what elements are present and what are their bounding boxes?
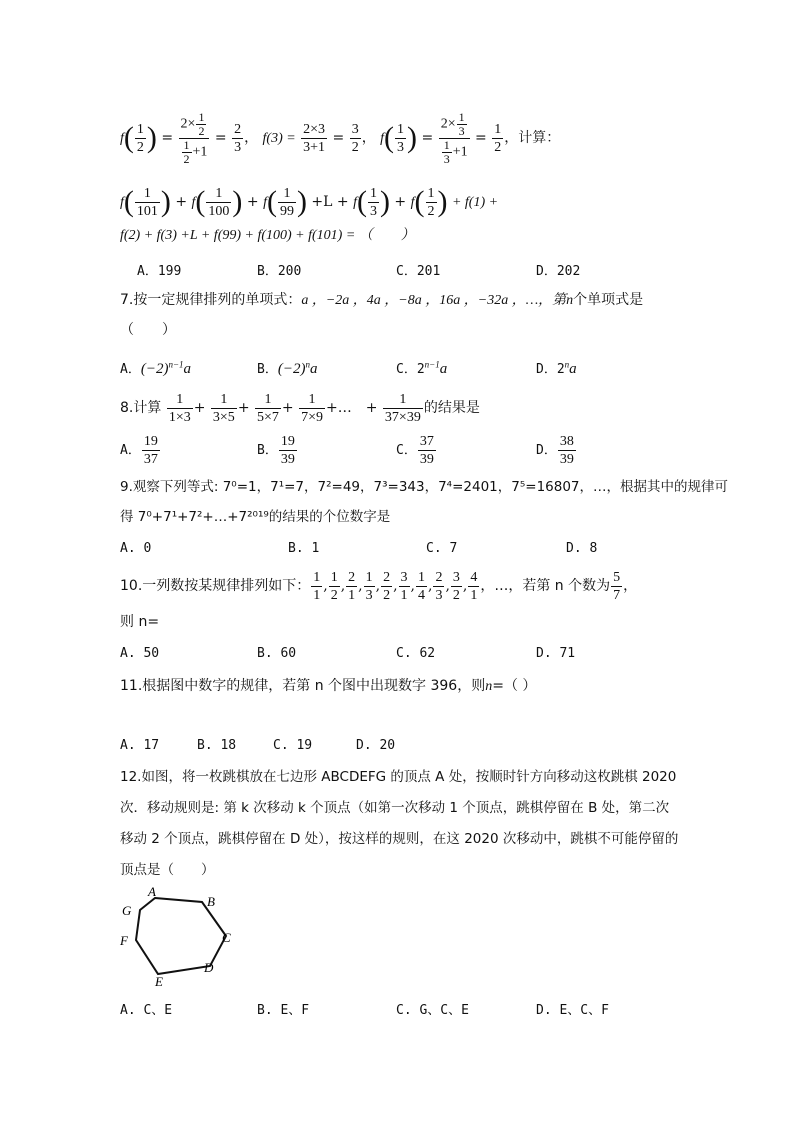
p12-option-b: B. E、F (257, 1003, 310, 1018)
p9-line2: 得 7⁰+7¹+7²+…+7²⁰¹⁹的结果的个位数字是 (120, 509, 391, 525)
p12-option-d: D. E、C、F (536, 1003, 609, 1018)
p8-option-d: D． $\frac{38}{39}$ (536, 433, 574, 467)
p10-stem: 10.一列数按某规律排列如下： $\frac{1}{1}$ , $\frac{1}{2}$ , $\frac{2}{1}$ , $\frac{1}{3}$ , $\frac{2}{2}$ , $\frac{3}{1}$ , $\frac{1}{4}$ , $\frac{2}{3}$ , $\frac{3}{2}$ , $\frac{4}{1}$ ，…，若第 n 个数为 $\frac{5}{7}$ ， (120, 569, 638, 603)
p10-line2: 则 n= (120, 614, 160, 630)
vertex-label-g: G (122, 903, 132, 918)
p9-line1: 9.观察下列等式: 7⁰=1，7¹=7，7²=49，7³=343，7⁴=2401，7⁵=16807，…，根据其中的规律可 (120, 479, 729, 495)
p11-option-a: A. 17 (120, 738, 160, 753)
vertex-label-e: E (155, 974, 163, 989)
p6-line2-tail: + f(1) + (451, 195, 499, 210)
fraction: $\frac{2\times 3}{3+1}$ (303, 121, 326, 155)
p12-line4: 顶点是（ ） (120, 862, 215, 878)
p12-line2: 次．移动规则是: 第 k 次移动 k 个顶点（如第一次移动 1 个顶点，跳棋停留在 B 处，第二次 (120, 800, 670, 816)
p7-option-a: A．$(-2)^{n-1}a$ (120, 359, 192, 377)
p6-option-b: B．200 (257, 264, 302, 279)
p7-terms: a ，−2a ，4a ，−8a ，16a ，−32a ，…，第 (301, 293, 567, 308)
p6-line2: f( $\frac{1}{101}$ ) + f( $\frac{1}{100}$ ) + f( $\frac{1}{99}$ ) +L + f( $\frac{1}{3}$ ) + f( $\frac{1}{2}$ ) + f(1) + (120, 185, 499, 219)
p9-option-b: B. 1 (288, 541, 320, 556)
p7-option-d: D．2$^n$a (536, 359, 577, 377)
p9-option-c: C. 7 (426, 541, 458, 556)
fraction: 2× $\frac{1}{3}$ $\frac{1}{3}$ +1 (440, 109, 468, 166)
fraction: 2× $\frac{1}{2}$ $\frac{1}{2}$ +1 (180, 109, 208, 166)
p7-option-b: B．$(-2)^na$ (257, 359, 318, 377)
p11-option-b: B. 18 (197, 738, 237, 753)
heptagon-figure (110, 882, 240, 992)
p8-stem: 8.计算 $\frac{1}{1\times 3}$ + $\frac{1}{3\times 5}$ + $\frac{1}{5\times 7}$ + $\frac{1}{7\times 9}$ +… + $\frac{1}{37\times 39}$ 的结果是 (120, 391, 480, 425)
p12-line1: 12.如图，将一枚跳棋放在七边形 ABCDEFG 的顶点 A 处，按顺时针方向移动这枚跳棋 2020 (120, 769, 677, 785)
p12-option-a: A. C、E (120, 1003, 173, 1018)
p7-option-c: C．$2^{n-1}a$ (396, 359, 448, 377)
vertex-label-f: F (120, 933, 128, 948)
p11-option-c: C. 19 (273, 738, 313, 753)
p6-option-d: D．202 (536, 264, 581, 279)
p8-option-b: B． $\frac{19}{39}$ (257, 433, 295, 467)
ellipsis: +L + (311, 194, 349, 210)
p6-line1: f( $\frac{1}{2}$ ) = 2× $\frac{1}{2}$ $\frac{1}{2}$ +1 = $\frac{2}{3}$ ， f(3) = $\frac{2\times 3}{3+1}$ = $\frac{3}{2}$ ， f( $\frac{1}{3}$ ) = 2× $\frac{1}{3}$ $\frac{1}{3}$ +1 = $\frac{1}{2}$ ，计算： (120, 109, 561, 166)
func-f: f (120, 131, 124, 146)
fraction: $\frac{1}{3}$ (397, 121, 405, 155)
p9-option-d: D. 8 (566, 541, 598, 556)
fraction: $\frac{2}{3}$ (234, 121, 242, 155)
p12-option-c: C. G、C、E (396, 1003, 469, 1018)
p8-option-a: A． $\frac{19}{37}$ (120, 433, 158, 467)
p7-paren: （ ） (120, 322, 176, 338)
p6-line1-tail: ，计算： (504, 130, 561, 146)
expr-f3: f(3) = (262, 131, 296, 146)
fraction: $\frac{1}{2}$ (494, 121, 502, 155)
p12-line3: 移动 2 个顶点，跳棋停留在 D 处），按这样的规则，在这 2020 次移动中，跳棋不可能停留的 (120, 831, 679, 847)
p11-option-d: D. 20 (356, 738, 396, 753)
p10-option-d: D. 71 (536, 646, 576, 661)
p10-option-b: B. 60 (257, 646, 297, 661)
vertex-label-d: D (204, 960, 214, 975)
p10-option-a: A. 50 (120, 646, 160, 661)
vertex-label-b: B (207, 894, 215, 909)
vertex-label-c: C (222, 930, 231, 945)
p6-line3: f(2) + f(3) +L + f(99) + f(100) + f(101) = （ ） (120, 228, 415, 243)
p9-option-a: A. 0 (120, 541, 152, 556)
p6-option-c: C．201 (396, 264, 441, 279)
p8-option-c: C． $\frac{37}{39}$ (396, 433, 434, 467)
p6-option-a: A．199 (137, 264, 182, 279)
fraction: $\frac{3}{2}$ (351, 121, 359, 155)
fraction: $\frac{1}{2}$ (136, 121, 144, 155)
vertex-label-a: A (148, 884, 156, 899)
p11-stem: 11.根据图中数字的规律，若第 n 个图中出现数字 396，则n=（ ） (120, 678, 537, 694)
p7-stem: 7.按一定规律排列的单项式：a ，−2a ，4a ，−8a ，16a ，−32a ，…，第n个单项式是 (120, 292, 644, 308)
p10-option-c: C. 62 (396, 646, 436, 661)
